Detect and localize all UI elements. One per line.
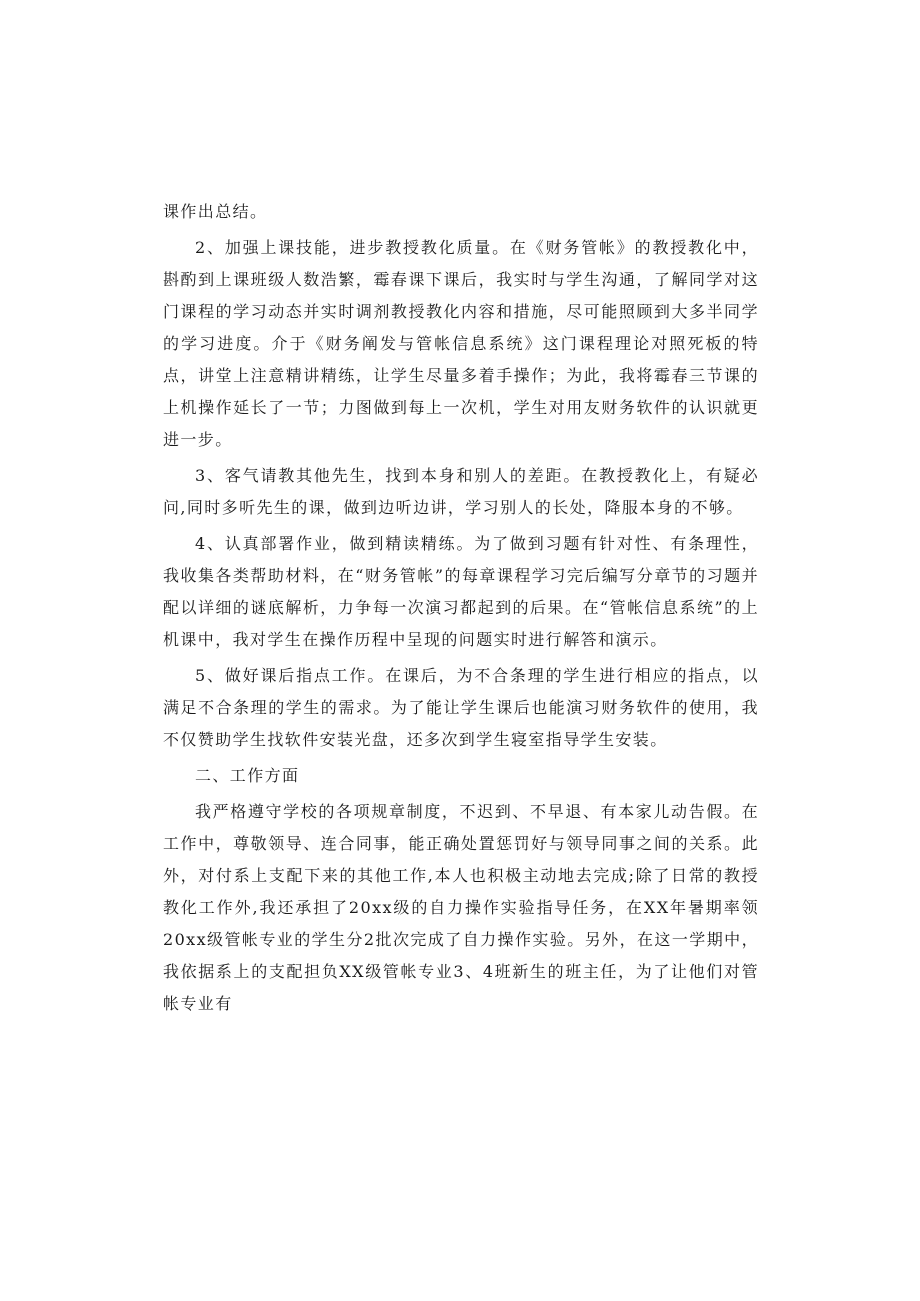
paragraph-continuation: 课作出总结。 — [163, 202, 268, 221]
document-body — [163, 196, 759, 1024]
paragraph-item-5: 5、做好课后指点工作。在课后，为不合条理的学生进行相应的指点，以满足不合条理的学生的需求。为了能让学生课后也能演习财务软件的使用，我不仅赞助学生找软件安装光盘，还多次到学生寝室指导学生安装。 — [163, 666, 759, 749]
section-heading-work: 二、工作方面 — [195, 766, 300, 785]
paragraph-work-description: 我严格遵守学校的各项规章制度，不迟到、不早退、有本家儿动告假。在工作中，尊敬领导、连合同事，能正确处置惩罚好与领导同事之间的关系。此外，对付系上支配下来的其他工作,本人也积极主动地去完成;除了日常的教授教化工作外,我还承担了20xx级的自力操作实验指导任务，在XX年暑期率领20xx级管帐专业的学生分2批次完成了自力操作实验。另外，在这一学期中，我依据系上的支配担负XX级管帐专业3、4班新生的班主任，为了让他们对管帐专业有 — [163, 802, 759, 1013]
paragraph-item-2: 2、加强上课技能，进步教授教化质量。在《财务管帐》的教授教化中，斟酌到上课班级人数浩繁，霉春课下课后，我实时与学生沟通，了解同学对这门课程的学习动态并实时调剂教授教化内容和措施，尽可能照顾到大多半同学的学习进度。介于《财务阐发与管帐信息系统》这门课程理论对照死板的特点，讲堂上注意精讲精练，让学生尽量多着手操作；为此，我将霉春三节课的上机操作延长了一节；力图做到每上一次机，学生对用友财务软件的认识就更进一步。 — [163, 238, 759, 449]
paragraph-item-4: 4、认真部署作业，做到精读精练。为了做到习题有针对性、有条理性，我收集各类帮助材料，在“财务管帐”的每章课程学习完后编写分章节的习题并配以详细的谜底解析，力争每一次演习都起到的后果。在“管帐信息系统”的上机课中，我对学生在操作历程中呈现的问题实时进行解答和演示。 — [163, 534, 759, 649]
paragraph-item-3: 3、客气请教其他先生，找到本身和别人的差距。在教授教化上，有疑必问,同时多听先生的课，做到边听边讲，学习别人的长处，降服本身的不够。 — [163, 466, 759, 517]
